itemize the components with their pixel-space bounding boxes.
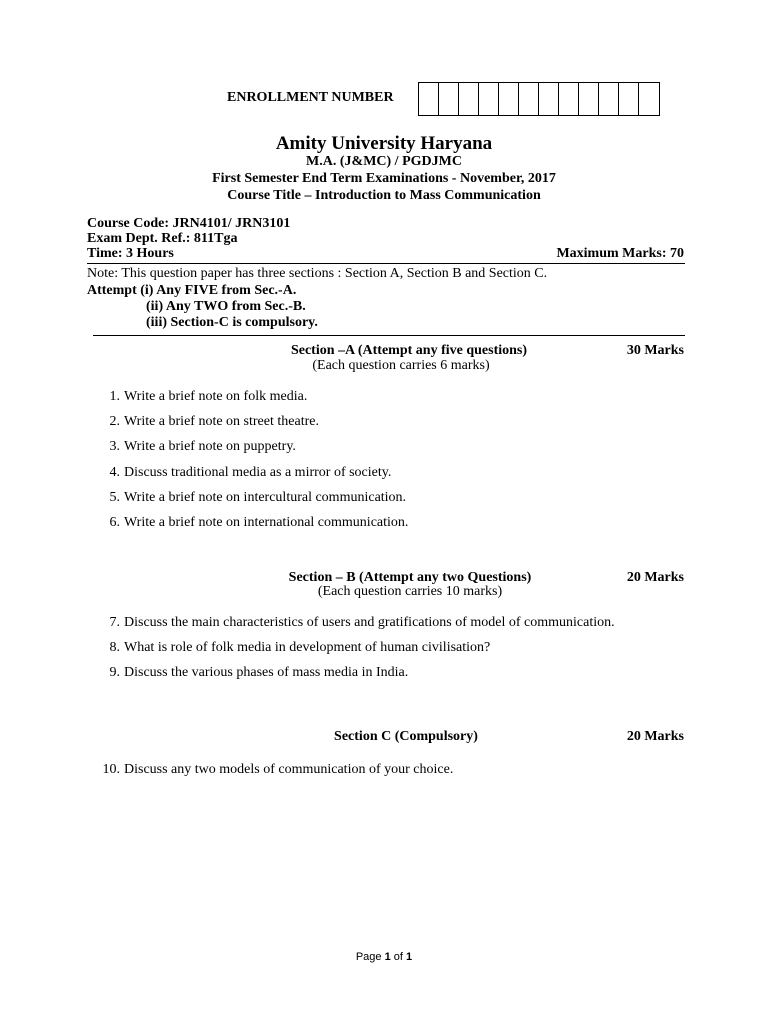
question-number: 8. [109, 640, 120, 655]
maximum-marks: Maximum Marks: 70 [556, 246, 684, 261]
course-code: Course Code: JRN4101/ JRN3101 [87, 216, 291, 231]
enrollment-box [559, 83, 579, 115]
attempt-instruction-3: (iii) Section-C is compulsory. [146, 315, 318, 330]
enrollment-number-boxes [418, 82, 660, 116]
question-text: Write a brief note on international communication. [124, 515, 409, 530]
question-number: 1. [109, 389, 120, 404]
section-b-marks: 20 Marks [626, 570, 684, 585]
enrollment-box [579, 83, 599, 115]
enrollment-label: ENROLLMENT NUMBER [227, 90, 394, 105]
enrollment-box [499, 83, 519, 115]
attempt-instruction-1: Attempt (i) Any FIVE from Sec.-A. [87, 283, 297, 298]
enrollment-box [459, 83, 479, 115]
section-a-subtitle: (Each question carries 6 marks) [312, 358, 490, 373]
university-name: Amity University Haryana [275, 133, 493, 154]
exam-dept-ref: Exam Dept. Ref.: 811Tga [87, 231, 238, 246]
section-a-title: Section –A (Attempt any five questions) [290, 343, 528, 358]
section-b-subtitle: (Each question carries 10 marks) [317, 584, 503, 599]
exam-name: First Semester End Term Examinations - November, 2017 [212, 171, 556, 186]
question-number: 7. [109, 615, 120, 630]
enrollment-box [479, 83, 499, 115]
exam-time: Time: 3 Hours [87, 246, 174, 261]
enrollment-box [519, 83, 539, 115]
question-number: 4. [109, 465, 120, 480]
attempt-instruction-2: (ii) Any TWO from Sec.-B. [146, 299, 306, 314]
section-c-title: Section C (Compulsory) [334, 729, 478, 744]
page-of: of [390, 951, 407, 963]
page-total: 1 [406, 951, 413, 963]
question-text: Write a brief note on folk media. [124, 389, 308, 404]
section-b-title: Section – B (Attempt any two Questions) [288, 570, 532, 585]
enrollment-box [539, 83, 559, 115]
section-c-marks: 20 Marks [626, 729, 684, 744]
question-number: 5. [109, 490, 120, 505]
programme-name: M.A. (J&MC) / PGDJMC [306, 154, 462, 169]
page-label: Page [355, 951, 385, 963]
enrollment-box [439, 83, 459, 115]
question-number: 10. [102, 762, 120, 777]
enrollment-box [599, 83, 619, 115]
question-text: Discuss traditional media as a mirror of society. [124, 465, 392, 480]
question-text: Write a brief note on street theatre. [124, 414, 319, 429]
question-text: Write a brief note on puppetry. [124, 439, 296, 454]
enrollment-box [419, 83, 439, 115]
enrollment-box [639, 83, 659, 115]
divider [93, 335, 685, 336]
question-text: Discuss any two models of communication of your choice. [124, 762, 454, 777]
question-number: 9. [109, 665, 120, 680]
question-number: 3. [109, 439, 120, 454]
question-text: Discuss the various phases of mass media in India. [124, 665, 409, 680]
course-title: Course Title – Introduction to Mass Communication [227, 188, 541, 203]
question-number: 2. [109, 414, 120, 429]
page-footer [0, 951, 768, 963]
divider [87, 263, 685, 264]
section-a-marks: 30 Marks [626, 343, 684, 358]
instructions-note: Note: This question paper has three sections : Section A, Section B and Section C. [87, 266, 548, 281]
enrollment-box [619, 83, 639, 115]
page-current: 1 [384, 951, 391, 963]
question-text: Discuss the main characteristics of users and gratifications of model of communication. [124, 615, 615, 630]
question-text: Write a brief note on intercultural communication. [124, 490, 407, 505]
question-number: 6. [109, 515, 120, 530]
question-text: What is role of folk media in development of human civilisation? [124, 640, 491, 655]
